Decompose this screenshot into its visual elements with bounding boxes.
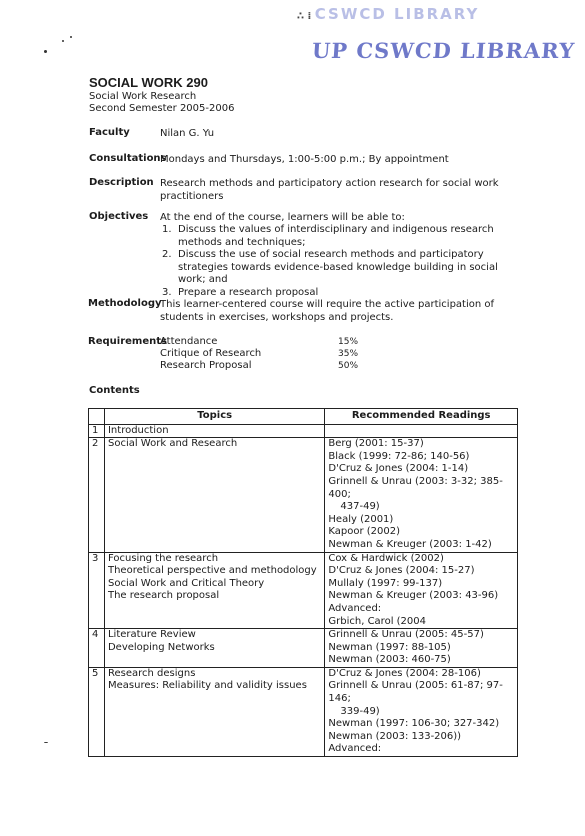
row-readings bbox=[325, 552, 518, 629]
objective-item: 1. Discuss the values of interdisciplinary and indigenous research methods and techniques; bbox=[162, 224, 494, 248]
table-header-row bbox=[89, 409, 518, 425]
table-row bbox=[89, 552, 518, 629]
row-num: 3 bbox=[89, 552, 105, 629]
row-num: 4 bbox=[89, 629, 105, 668]
objectives-list bbox=[160, 224, 510, 299]
reading: Advanced: bbox=[328, 602, 382, 614]
row-topics: Social Work and Research bbox=[104, 438, 324, 552]
requirement-name: Research Proposal bbox=[160, 360, 252, 371]
speck bbox=[44, 50, 47, 53]
reading: 437-49) bbox=[340, 501, 380, 513]
reading: Kapoor (2002) bbox=[328, 526, 401, 538]
reading: Newman (2003: 133-206)) bbox=[328, 730, 462, 742]
library-stamp-faint-text: CSWCD LIBRARY bbox=[314, 5, 480, 23]
reading: Berg (2001: 15-37) bbox=[328, 438, 424, 450]
reading: Grbich, Carol (2004 bbox=[328, 615, 426, 627]
row-topics: Introduction bbox=[104, 424, 324, 438]
reading: Black (1999: 72-86; 140-56) bbox=[328, 450, 470, 462]
header-readings: Recommended Readings bbox=[325, 409, 518, 425]
row-readings bbox=[325, 438, 518, 552]
reading: Newman & Kreuger (2003: 1-42) bbox=[328, 538, 492, 550]
contents-label: Contents bbox=[89, 385, 140, 396]
description-value: Research methods and participatory action research for social work practitioners bbox=[160, 178, 499, 202]
table-row bbox=[89, 667, 518, 756]
reading: D'Cruz & Jones (2004: 1-14) bbox=[328, 463, 469, 475]
faculty-label: Faculty bbox=[89, 127, 130, 138]
library-stamp-faint bbox=[297, 5, 547, 23]
faculty-value: Nilan G. Yu bbox=[160, 128, 215, 139]
row-topics: Literature Review Developing Networks bbox=[104, 629, 324, 668]
methodology-value: This learner-centered course will require the active participation of students in exercises, workshops and projects. bbox=[160, 299, 495, 323]
objectives-label: Objectives bbox=[89, 211, 149, 222]
contents-table bbox=[88, 408, 518, 757]
reading: Newman (2003: 460-75) bbox=[328, 654, 451, 666]
stamp-dots: ∴ ⁞ bbox=[297, 11, 315, 22]
table-row bbox=[89, 629, 518, 668]
speck bbox=[70, 36, 72, 38]
objectives-intro: At the end of the course, learners will be able to: bbox=[160, 212, 405, 223]
reading: Mullaly (1997: 99-137) bbox=[328, 577, 443, 589]
row-readings bbox=[325, 424, 518, 438]
requirement-name: Attendance bbox=[160, 336, 218, 347]
reading: Cox & Hardwick (2002) bbox=[328, 552, 444, 564]
reading: Advanced: bbox=[328, 743, 382, 755]
reading: Newman (1997: 106-30; 327-342) bbox=[328, 718, 500, 730]
reading: Newman & Kreuger (2003: 43-96) bbox=[328, 590, 499, 602]
consultations-label: Consultations bbox=[89, 153, 167, 164]
course-name: Social Work Research bbox=[89, 91, 197, 102]
row-topics: Research designs Measures: Reliability and validity issues bbox=[104, 667, 324, 756]
speck bbox=[62, 40, 64, 42]
reading: Healy (2001) bbox=[328, 513, 394, 525]
consultations-value: Mondays and Thursdays, 1:00-5:00 p.m.; By appointment bbox=[160, 154, 449, 165]
reading: Grinnell & Unrau (2003: 3-32; 385-400; bbox=[328, 475, 503, 500]
table-row bbox=[89, 438, 518, 552]
requirement-weight: 35% bbox=[338, 349, 359, 359]
row-num: 2 bbox=[89, 438, 105, 552]
speck bbox=[44, 742, 48, 743]
row-num: 1 bbox=[89, 424, 105, 438]
description-label: Description bbox=[89, 177, 154, 188]
reading: Grinnell & Unrau (2005: 61-87; 97-146; bbox=[328, 680, 503, 705]
row-topics: Focusing the research Theoretical perspective and methodology Social Work and Critical Theory The research proposal bbox=[104, 552, 324, 629]
reading: D'Cruz & Jones (2004: 28-106) bbox=[328, 667, 481, 679]
requirement-name: Critique of Research bbox=[160, 348, 262, 359]
requirement-weight: 50% bbox=[338, 361, 359, 371]
methodology-label: Methodology bbox=[88, 298, 162, 309]
row-readings bbox=[325, 629, 518, 668]
header-num bbox=[89, 409, 105, 425]
reading: Newman (1997: 88-105) bbox=[328, 641, 451, 653]
semester: Second Semester 2005-2006 bbox=[89, 103, 235, 114]
requirement-weight: 15% bbox=[338, 337, 359, 347]
objective-item: 2. Discuss the use of social research methods and participatory strategies towards evidence-based knowledge building in social work; and bbox=[162, 249, 498, 285]
objective-item: 3. Prepare a research proposal bbox=[162, 286, 319, 298]
reading: D'Cruz & Jones (2004: 15-27) bbox=[328, 565, 475, 577]
reading: Grinnell & Unrau (2005: 45-57) bbox=[328, 629, 484, 641]
row-num: 5 bbox=[89, 667, 105, 756]
reading: 339-49) bbox=[340, 705, 380, 717]
header-topics: Topics bbox=[104, 409, 324, 425]
library-stamp: UP CSWCD LIBRARY bbox=[311, 38, 576, 63]
requirements-label: Requirements bbox=[88, 336, 167, 347]
row-readings bbox=[325, 667, 518, 756]
table-row bbox=[89, 424, 518, 438]
course-code: SOCIAL WORK 290 bbox=[89, 75, 208, 90]
